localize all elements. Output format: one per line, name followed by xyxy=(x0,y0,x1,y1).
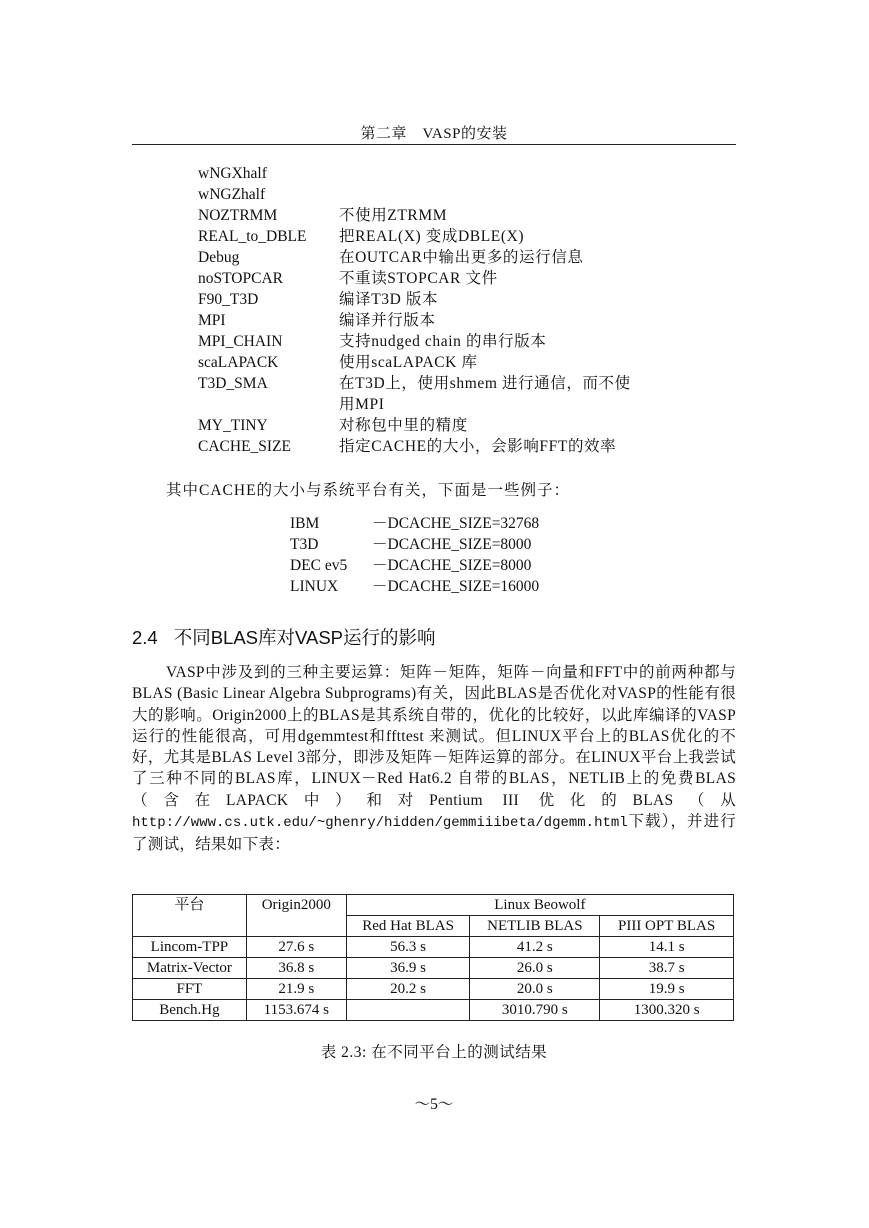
definition-key xyxy=(198,394,339,415)
definition-desc: 不使用ZTRMM xyxy=(339,207,448,224)
definition-row xyxy=(198,310,718,331)
cache-example-row xyxy=(290,513,539,534)
definition-desc: 支持nudged chain 的串行版本 xyxy=(339,333,547,350)
definition-key: wNGZhalf xyxy=(198,186,266,203)
body-paragraph xyxy=(132,662,736,856)
header-platform: 平台 xyxy=(133,895,247,937)
definition-key: NOZTRMM xyxy=(198,207,278,224)
definition-key: MPI xyxy=(198,312,226,329)
cell-origin: 36.8 s xyxy=(246,958,346,979)
definition-row xyxy=(198,436,718,457)
cell-piii: 38.7 s xyxy=(600,958,734,979)
definition-desc: 编译T3D 版本 xyxy=(339,291,439,308)
section-heading xyxy=(132,624,436,650)
cache-flag: －DCACHE_SIZE=16000 xyxy=(372,578,540,595)
results-table xyxy=(132,894,734,1021)
table-caption: 表 2.3: 在不同平台上的测试结果 xyxy=(320,1044,548,1061)
cell-redhat: 36.9 s xyxy=(346,958,470,979)
cell-origin: 21.9 s xyxy=(246,979,346,1000)
cache-platform: LINUX xyxy=(290,578,339,595)
cell-piii: 19.9 s xyxy=(600,979,734,1000)
cell-netlib: 3010.790 s xyxy=(470,1000,600,1021)
table-row xyxy=(133,1000,734,1021)
cell-piii: 1300.320 s xyxy=(600,1000,734,1021)
definition-row xyxy=(198,226,718,247)
definition-key: CACHE_SIZE xyxy=(198,438,291,455)
definition-desc: 用MPI xyxy=(339,396,385,413)
definition-row xyxy=(198,247,718,268)
definition-row xyxy=(198,268,718,289)
paragraph-text-end: 下载），并进行了测试，结果如下表： xyxy=(132,813,736,854)
header-origin: Origin2000 xyxy=(246,895,346,937)
definition-key: T3D_SMA xyxy=(198,375,268,392)
table-row xyxy=(133,958,734,979)
cell-netlib: 20.0 s xyxy=(470,979,600,1000)
definition-row xyxy=(198,373,718,394)
definition-row xyxy=(198,394,718,415)
definition-desc xyxy=(339,184,718,205)
cache-flag: －DCACHE_SIZE=8000 xyxy=(372,557,532,574)
download-url: http://www.cs.utk.edu/~ghenry/hidden/gemmiiibeta/dgemm.html xyxy=(132,815,628,832)
definition-key: REAL_to_DBLE xyxy=(198,228,307,245)
definition-key: Debug xyxy=(198,249,240,266)
subheader-netlib: NETLIB BLAS xyxy=(470,916,600,937)
cell-netlib: 26.0 s xyxy=(470,958,600,979)
definition-key: scaLAPACK xyxy=(198,354,279,371)
definition-key: wNGXhalf xyxy=(198,165,267,182)
definition-desc: 在T3D上，使用shmem 进行通信，而不使 xyxy=(339,375,631,392)
definition-desc xyxy=(339,163,718,184)
cache-flag: －DCACHE_SIZE=32768 xyxy=(372,515,540,532)
cache-platform: DEC ev5 xyxy=(290,557,348,574)
header-linux: Linux Beowolf xyxy=(346,895,733,916)
definition-row xyxy=(198,184,718,205)
cell-piii: 14.1 s xyxy=(600,937,734,958)
cell-name: Lincom-TPP xyxy=(133,937,247,958)
definition-key: F90_T3D xyxy=(198,291,259,308)
definition-row xyxy=(198,331,718,352)
definition-desc: 使用scaLAPACK 库 xyxy=(339,354,478,371)
definition-desc: 把REAL(X) 变成DBLE(X) xyxy=(339,228,525,245)
definition-desc: 在OUTCAR中输出更多的运行信息 xyxy=(339,249,584,266)
subheader-redhat: Red Hat BLAS xyxy=(346,916,470,937)
definition-key: MPI_CHAIN xyxy=(198,333,283,350)
definition-desc: 对称包中里的精度 xyxy=(339,417,468,434)
cache-example-row xyxy=(290,576,539,597)
paragraph-text: VASP中涉及到的三种主要运算：矩阵－矩阵，矩阵－向量和FFT中的前两种都与BLAS (Basic Linear Algebra Subprograms)有关，因此BLAS是否优化对VASP的性能有很大的影响。Origin2000上的BLAS是其系统自带的，优化的比较好，以此库编译的VASP运行的性能很高，可用dgemmtest和ffttest 来测试。但LINUX平台上的BLAS优化的不好，尤其是BLAS Level 3部分，即涉及矩阵－矩阵运算的部分。在LINUX平台上我尝试了三种不同的BLAS库，LINUX－Red Hat6.2 自带的BLAS，NETLIB上的免费BLAS（含在LAPACK中）和对Pentium III 优化的BLAS（从 xyxy=(132,664,736,809)
table-header-row xyxy=(133,895,734,916)
cell-netlib: 41.2 s xyxy=(470,937,600,958)
cache-example-list xyxy=(290,513,539,597)
definition-row xyxy=(198,205,718,226)
cell-redhat: 20.2 s xyxy=(346,979,470,1000)
definition-row xyxy=(198,163,718,184)
cache-intro-text: 其中CACHE的大小与系统平台有关，下面是一些例子： xyxy=(166,482,571,499)
cache-example-row xyxy=(290,534,539,555)
definition-list xyxy=(198,163,718,457)
cell-name: Matrix-Vector xyxy=(133,958,247,979)
definition-key: noSTOPCAR xyxy=(198,270,283,287)
table-row xyxy=(133,937,734,958)
definition-desc: 编译并行版本 xyxy=(339,312,436,329)
section-number: 2.4 xyxy=(132,627,158,648)
cache-platform: IBM xyxy=(290,515,320,532)
page-header: 第二章 VASP的安装 xyxy=(360,126,508,142)
cell-origin: 1153.674 s xyxy=(246,1000,346,1021)
cache-flag: －DCACHE_SIZE=8000 xyxy=(372,536,532,553)
table-row xyxy=(133,979,734,1000)
page-number: ～5～ xyxy=(414,1096,454,1113)
cell-redhat: 56.3 s xyxy=(346,937,470,958)
definition-row xyxy=(198,415,718,436)
definition-desc: 不重读STOPCAR 文件 xyxy=(339,270,498,287)
cell-name: FFT xyxy=(133,979,247,1000)
cache-example-row xyxy=(290,555,539,576)
cell-name: Bench.Hg xyxy=(133,1000,247,1021)
definition-key: MY_TINY xyxy=(198,417,268,434)
header-rule xyxy=(132,144,736,145)
subheader-piii: PIII OPT BLAS xyxy=(600,916,734,937)
cache-platform: T3D xyxy=(290,536,319,553)
definition-row xyxy=(198,289,718,310)
cell-redhat xyxy=(346,1000,470,1021)
definition-desc: 指定CACHE的大小，会影响FFT的效率 xyxy=(339,438,617,455)
section-title: 不同BLAS库对VASP运行的影响 xyxy=(173,627,436,648)
cell-origin: 27.6 s xyxy=(246,937,346,958)
definition-row xyxy=(198,352,718,373)
